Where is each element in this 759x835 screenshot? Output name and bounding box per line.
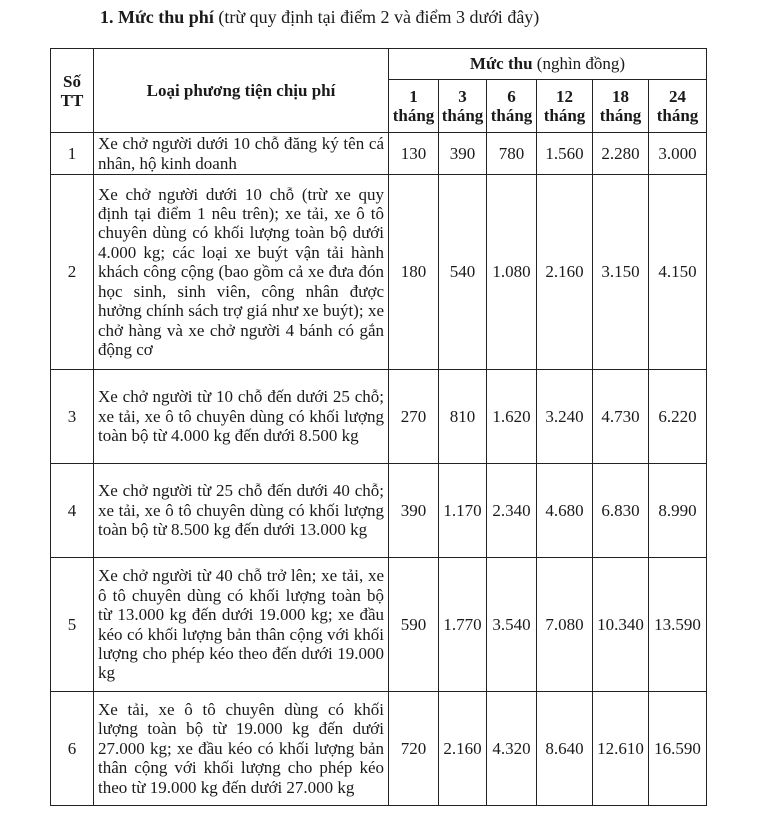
header-period-3-months	[439, 80, 487, 133]
period-number: 24	[669, 87, 686, 106]
row-vehicle-description: Xe chở người dưới 10 chỗ đăng ký tên cá nhân, hộ kinh doanh	[94, 133, 389, 175]
section-note: (trừ quy định tại điểm 2 và điểm 3 dưới đây)	[218, 7, 540, 27]
row-fee-18-months: 10.340	[593, 558, 649, 692]
row-vehicle-description: Xe chở người dưới 10 chỗ (trừ xe quy định tại điểm 1 nêu trên); xe tải, xe ô tô chuyên dùng có khối lượng toàn bộ dưới 4.000 kg; các loại xe buýt vận tải hành khách công cộng (bao gồm cả xe đưa đón học sinh, sinh viên, công nhân được hưởng chính sách trợ giá như xe buýt); xe chở hàng và xe chở người 4 bánh có gắn động cơ	[94, 175, 389, 370]
period-number: 3	[458, 87, 467, 106]
row-fee-12-months: 8.640	[537, 692, 593, 806]
row-fee-18-months: 3.150	[593, 175, 649, 370]
row-fee-12-months: 4.680	[537, 464, 593, 558]
row-fee-1-months: 270	[389, 370, 439, 464]
row-stt: 2	[51, 175, 94, 370]
row-fee-12-months: 2.160	[537, 175, 593, 370]
period-unit: tháng	[392, 106, 435, 125]
fee-table	[50, 48, 707, 806]
header-rate-label: Mức thu	[469, 54, 533, 73]
row-fee-3-months: 1.170	[439, 464, 487, 558]
period-number: 6	[507, 87, 516, 106]
row-fee-18-months: 4.730	[593, 370, 649, 464]
header-stt-line2: TT	[60, 90, 84, 110]
header-period-18-months	[593, 80, 649, 133]
table-row	[51, 692, 707, 806]
row-fee-6-months: 1.080	[487, 175, 537, 370]
header-vehicle-type: Loại phương tiện chịu phí	[94, 49, 389, 133]
row-vehicle-description: Xe chở người từ 25 chỗ đến dưới 40 chỗ; xe tải, xe ô tô chuyên dùng có khối lượng toàn bộ từ 8.500 kg đến dưới 13.000 kg	[94, 464, 389, 558]
row-fee-3-months: 810	[439, 370, 487, 464]
row-fee-1-months: 130	[389, 133, 439, 175]
header-period-1-months	[389, 80, 439, 133]
section-title: 1. Mức thu phí	[100, 7, 214, 27]
row-fee-24-months: 13.590	[649, 558, 707, 692]
header-rate-unit: (nghìn đồng)	[536, 54, 626, 73]
row-vehicle-description: Xe chở người từ 10 chỗ đến dưới 25 chỗ; xe tải, xe ô tô chuyên dùng có khối lượng toàn bộ từ 4.000 kg đến dưới 8.500 kg	[94, 370, 389, 464]
period-unit: tháng	[543, 106, 586, 125]
row-fee-24-months: 6.220	[649, 370, 707, 464]
row-fee-6-months: 3.540	[487, 558, 537, 692]
row-stt: 4	[51, 464, 94, 558]
header-period-24-months	[649, 80, 707, 133]
header-rate	[389, 49, 707, 80]
row-fee-3-months: 540	[439, 175, 487, 370]
row-fee-6-months: 1.620	[487, 370, 537, 464]
row-fee-12-months: 7.080	[537, 558, 593, 692]
table-row	[51, 175, 707, 370]
table-row	[51, 558, 707, 692]
header-stt-line1: Số	[63, 71, 81, 91]
period-unit: tháng	[599, 106, 642, 125]
row-fee-18-months: 6.830	[593, 464, 649, 558]
table-row	[51, 370, 707, 464]
row-stt: 3	[51, 370, 94, 464]
row-fee-1-months: 180	[389, 175, 439, 370]
row-fee-1-months: 590	[389, 558, 439, 692]
header-stt	[51, 49, 94, 133]
row-fee-18-months: 2.280	[593, 133, 649, 175]
row-fee-6-months: 2.340	[487, 464, 537, 558]
row-fee-18-months: 12.610	[593, 692, 649, 806]
row-fee-24-months: 3.000	[649, 133, 707, 175]
period-number: 18	[612, 87, 629, 106]
row-fee-1-months: 390	[389, 464, 439, 558]
row-vehicle-description: Xe chở người từ 40 chỗ trở lên; xe tải, xe ô tô chuyên dùng có khối lượng toàn bộ từ 13.000 kg đến dưới 19.000 kg; xe đầu kéo có khối lượng bản thân cộng với khối lượng cho phép kéo theo đến dưới 19.000 kg	[94, 558, 389, 692]
row-stt: 1	[51, 133, 94, 175]
header-period-12-months	[537, 80, 593, 133]
row-fee-6-months: 780	[487, 133, 537, 175]
header-period-6-months	[487, 80, 537, 133]
row-fee-1-months: 720	[389, 692, 439, 806]
row-fee-3-months: 2.160	[439, 692, 487, 806]
row-vehicle-description: Xe tải, xe ô tô chuyên dùng có khối lượng toàn bộ từ 19.000 kg đến dưới 27.000 kg; xe đầu kéo có khối lượng bản thân cộng với khối lượng cho phép kéo theo từ 19.000 kg đến dưới 27.000 kg	[94, 692, 389, 806]
table-row	[51, 464, 707, 558]
row-fee-12-months: 3.240	[537, 370, 593, 464]
row-fee-24-months: 8.990	[649, 464, 707, 558]
period-unit: tháng	[441, 106, 484, 125]
row-fee-24-months: 16.590	[649, 692, 707, 806]
period-unit: tháng	[656, 106, 699, 125]
row-fee-24-months: 4.150	[649, 175, 707, 370]
table-row	[51, 133, 707, 175]
row-stt: 5	[51, 558, 94, 692]
period-number: 1	[409, 87, 418, 106]
row-fee-3-months: 1.770	[439, 558, 487, 692]
row-fee-12-months: 1.560	[537, 133, 593, 175]
section-heading	[100, 6, 539, 28]
row-stt: 6	[51, 692, 94, 806]
row-fee-3-months: 390	[439, 133, 487, 175]
period-number: 12	[556, 87, 573, 106]
row-fee-6-months: 4.320	[487, 692, 537, 806]
period-unit: tháng	[490, 106, 533, 125]
